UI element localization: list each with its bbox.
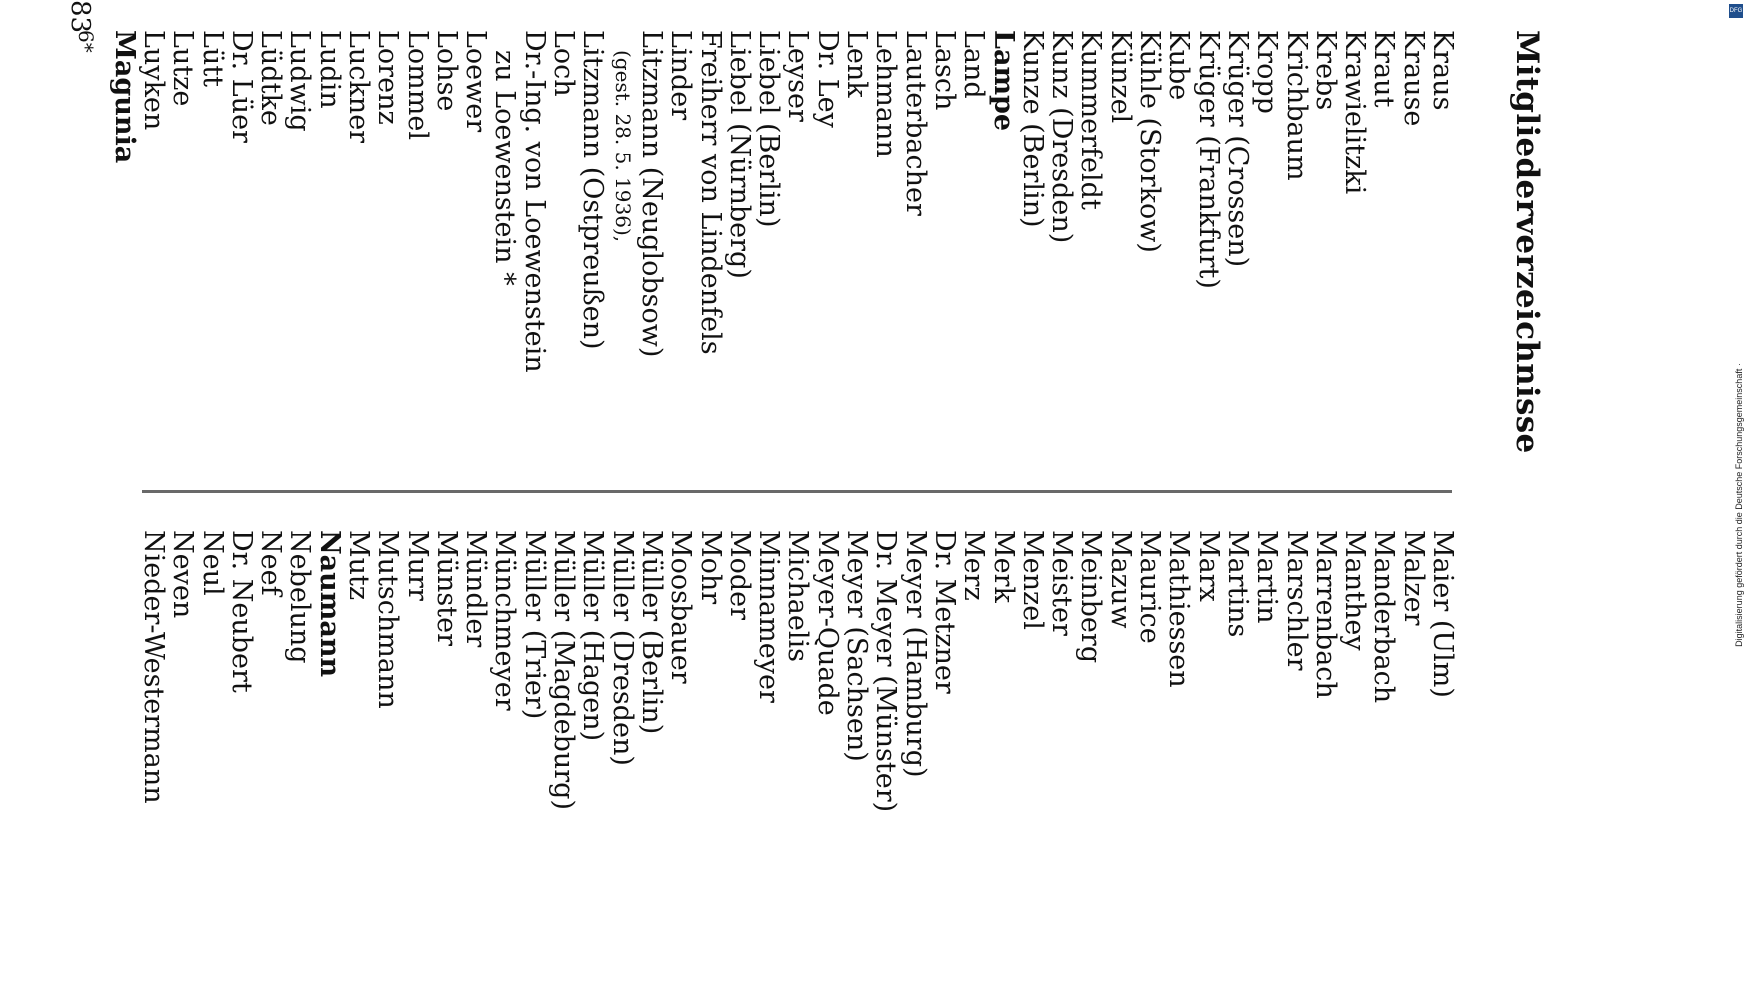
member-entry: Litzmann (Neuglobsow) bbox=[635, 30, 667, 358]
member-entry: Lommel bbox=[401, 30, 433, 141]
member-entry: Manthey bbox=[1339, 530, 1371, 651]
member-entry: Lauterbacher bbox=[899, 30, 931, 216]
member-entry: Meyer (Sachsen) bbox=[841, 530, 873, 762]
member-entry: Kunze (Berlin) bbox=[1016, 30, 1048, 228]
member-entry: Dr. Metzner bbox=[928, 530, 960, 694]
member-entry: Meyer (Hamburg) bbox=[899, 530, 931, 778]
member-entry: Kunz (Dresden) bbox=[1046, 30, 1078, 244]
dfg-notice-strip bbox=[1729, 0, 1743, 1000]
signature-mark: 6* bbox=[74, 30, 98, 53]
member-entry: Meister bbox=[1046, 530, 1078, 636]
member-entry: Krebs bbox=[1309, 30, 1341, 111]
member-entry: Martin bbox=[1251, 530, 1283, 624]
member-entry: Murr bbox=[401, 530, 433, 601]
member-entry: Kraus bbox=[1427, 30, 1458, 111]
member-entry: Müller (Hagen) bbox=[577, 530, 609, 742]
member-entry: Mohr bbox=[694, 530, 726, 605]
member-entry: Müller (Dresden) bbox=[606, 530, 638, 766]
page-title: Mitgliederverzeichnisse bbox=[1509, 30, 1545, 454]
member-entry: Maier (Ulm) bbox=[1427, 530, 1458, 698]
member-entry: Michaelis bbox=[782, 530, 814, 662]
member-entry: Maurice bbox=[1134, 530, 1166, 644]
member-entry: Kube bbox=[1163, 30, 1195, 101]
member-entry: Neef bbox=[255, 530, 287, 596]
member-entry: Neven bbox=[167, 530, 199, 619]
member-entry: Martins bbox=[1221, 530, 1253, 638]
member-entry: Lüdtke bbox=[255, 30, 287, 126]
member-entry: Ludwig bbox=[284, 30, 316, 132]
member-entry: Litzmann (Ostpreußen) bbox=[577, 30, 609, 350]
member-entry: Lohse bbox=[430, 30, 462, 112]
member-entry: Meinberg bbox=[1075, 530, 1107, 664]
member-entry: zu Loewenstein * bbox=[489, 50, 521, 286]
member-entry: Marx bbox=[1192, 530, 1224, 602]
dfg-notice: Digitalisierung gefördert durch die Deutsche Forschungsgemeinschaft · bbox=[1734, 363, 1744, 647]
member-entry: Lasch bbox=[928, 30, 960, 111]
member-entry: Lampe bbox=[987, 30, 1019, 132]
member-entry: Malzer bbox=[1397, 530, 1429, 626]
member-entry: Liebel (Nürnberg) bbox=[723, 30, 755, 279]
member-entry: Meyer-Quade bbox=[811, 530, 843, 716]
member-entry: Naumann bbox=[313, 530, 345, 678]
member-entry: Land bbox=[958, 30, 990, 99]
member-entry: Mazuw bbox=[1104, 530, 1136, 629]
member-entry: Mathiessen bbox=[1163, 530, 1195, 688]
member-entry: Lehmann bbox=[870, 30, 902, 158]
member-entry: Kraut bbox=[1368, 30, 1400, 108]
member-entry: Krüger (Frankfurt) bbox=[1192, 30, 1224, 289]
member-entry: Moosbauer bbox=[665, 530, 697, 684]
member-entry: Künzel bbox=[1104, 30, 1136, 124]
member-entry: Mutz bbox=[343, 530, 375, 601]
member-entry: Müller (Trier) bbox=[518, 530, 550, 720]
member-entry: Minnameyer bbox=[753, 530, 785, 703]
member-entry: Marschler bbox=[1280, 530, 1312, 671]
member-entry: Lorenz bbox=[372, 30, 404, 125]
member-entry: Dr. Meyer (Münster) bbox=[870, 530, 902, 813]
column-divider bbox=[142, 490, 1452, 493]
member-entry: Mutschmann bbox=[372, 530, 404, 709]
member-entry: Kühle (Storkow) bbox=[1134, 30, 1166, 253]
member-entry: Dr. Ley bbox=[811, 30, 843, 128]
member-entry: Luyken bbox=[137, 30, 169, 131]
member-entry: (gest. 28. 5. 1936), bbox=[610, 50, 635, 243]
member-entry: Münchmeyer bbox=[489, 530, 521, 711]
member-entry: Leyser bbox=[782, 30, 814, 122]
member-entry: Müller (Magdeburg) bbox=[548, 530, 580, 810]
member-entry: Kropp bbox=[1251, 30, 1283, 114]
member-entry: Manderbach bbox=[1368, 530, 1400, 704]
member-entry: Dr.-Ing. von Loewenstein bbox=[518, 30, 550, 373]
member-entry: Dr. Neubert bbox=[225, 530, 257, 693]
member-entry: Liebel (Berlin) bbox=[753, 30, 785, 228]
member-entry: Krause bbox=[1397, 30, 1429, 127]
member-entry: Nebelung bbox=[284, 530, 316, 664]
member-entry: Mündler bbox=[460, 530, 492, 648]
member-entry: Ludin bbox=[313, 30, 345, 109]
page-number: 83 bbox=[65, 0, 95, 34]
member-entry: Menzel bbox=[1016, 530, 1048, 630]
member-entry: Freiherr von Lindenfels bbox=[694, 30, 726, 355]
member-entry: Loch bbox=[548, 30, 580, 97]
member-entry: Krawielitzki bbox=[1339, 30, 1371, 195]
member-entry: Marrenbach bbox=[1309, 530, 1341, 699]
dfg-logo: DFG bbox=[1729, 4, 1743, 18]
member-entry: Dr. Lüer bbox=[225, 30, 257, 143]
page-header bbox=[1505, 30, 1545, 550]
member-entry: Lutze bbox=[167, 30, 199, 107]
member-entry: Krüger (Crossen) bbox=[1221, 30, 1253, 268]
member-entry: Müller (Berlin) bbox=[635, 530, 667, 735]
member-entry: Kummerfeldt bbox=[1075, 30, 1107, 210]
member-entry: Loewer bbox=[460, 30, 492, 133]
member-entry: Neul bbox=[196, 530, 228, 596]
member-entry: Magunia bbox=[108, 30, 140, 164]
member-entry: Linder bbox=[665, 30, 697, 121]
member-entry: Lütt bbox=[196, 30, 228, 88]
member-entry: Luckner bbox=[343, 30, 375, 144]
member-entry: Nieder-Westermann bbox=[137, 530, 169, 804]
member-entry: Merz bbox=[958, 530, 990, 601]
member-list-right bbox=[139, 530, 1457, 812]
member-entry: Lenk bbox=[841, 30, 873, 98]
member-entry: Merk bbox=[987, 530, 1019, 603]
member-entry: Moder bbox=[723, 530, 755, 621]
member-entry: Krichbaum bbox=[1280, 30, 1312, 181]
member-entry: Münster bbox=[430, 530, 462, 647]
member-list-left bbox=[109, 30, 1457, 373]
